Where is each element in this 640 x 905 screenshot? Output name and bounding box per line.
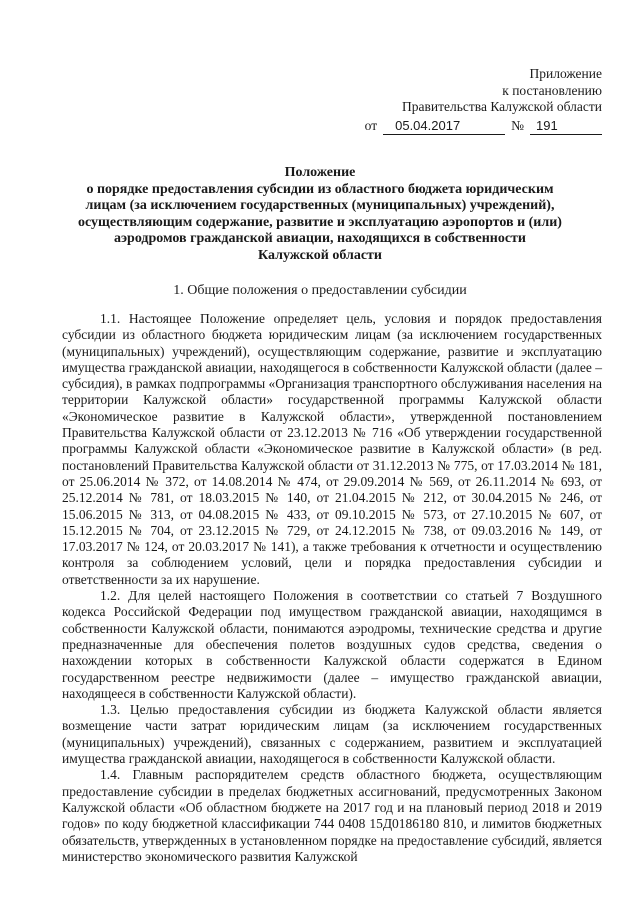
- appendix-label: Приложение: [529, 66, 602, 81]
- appendix-date-number: [365, 118, 602, 136]
- paragraph-1-1: 1.1. Настоящее Положение определяет цель, условия и порядок предоставления субсидии из областного бюджета юридическим лицам (за исключением государственных (муниципальных) учреждений), осуществляющим содержание, развитие и эксплуатацию имущества гражданской авиации, находящегося в собственности Калужской области (далее – субсидия), в рамках подпрограммы «Организация транспортного обслуживания населения на территории Калужской области» государственной программы Калужской области «Экономическое развитие в Калужской области», утвержденной постановлением Правительства Калужской области от 23.12.2013 № 716 «Об утверждении государственной программы Калужской области «Экономическое развитие в Калужской области» (в ред. постановлений Правительства Калужской области от 31.12.2013 № 775, от 17.03.2014 № 181, от 25.06.2014 № 372, от 14.08.2014 № 474, от 29.09.2014 № 569, от 26.11.2014 № 693, от 25.12.2014 № 781, от 18.03.2015 № 140, от 21.04.2015 № 212, от 30.04.2015 № 246, от 15.06.2015 № 313, от 04.08.2015 № 433, от 09.10.2015 № 573, от 27.10.2015 № 607, от 15.12.2015 № 704, от 23.12.2015 № 729, от 24.12.2015 № 738, от 09.03.2016 № 149, от 17.03.2017 № 124, от 20.03.2017 № 141), а также требования к отчетности и осуществлению контроля за соблюдением условий, цели и порядка предоставления субсидии и ответственности за их нарушение.: [62, 311, 602, 587]
- appendix-block: [365, 66, 602, 135]
- title-line-1: о порядке предоставления субсидии из областного бюджета юридическим: [86, 181, 554, 197]
- title-line-3: осуществляющим содержание, развитие и эксплуатацию аэропортов и (или): [78, 214, 562, 230]
- document-number: 191: [530, 118, 602, 136]
- date-prefix: от: [364, 117, 378, 133]
- number-prefix: №: [511, 117, 524, 133]
- paragraph-1-2: 1.2. Для целей настоящего Положения в соответствии со статьей 7 Воздушного кодекса Российской Федерации под имуществом гражданской авиации, находящимся в собственности Калужской области, понимаются аэродромы, технические средства и другие предназначенные для обеспечения полетов воздушных судов средства, сведения о нахождении которых в собственности Калужской области содержатся в Едином государственном реестре недвижимости (далее – имущество гражданской авиации, находящееся в собственности Калужской области).: [62, 588, 602, 701]
- title-line-4: аэродромов гражданской авиации, находящихся в собственности: [113, 231, 526, 246]
- appendix-resolution-ref: к постановлению: [502, 82, 602, 98]
- paragraph-1-4: 1.4. Главным распорядителем средств областного бюджета, осуществляющим предоставление субсидии в пределах бюджетных ассигнований, предусмотренных Законом Калужской области «Об областном бюджете на 2017 год и на плановый период 2018 и 2019 годов» по коду бюджетной классификации 744 0408 15Д0186180 810, и лимитов бюджетных обязательств, утвержденных в установленном порядке на предоставление субсидий, является министерство экономического развития Калужской: [62, 767, 602, 864]
- document-body: [62, 311, 602, 865]
- paragraph-1-3: 1.3. Целью предоставления субсидии из бюджета Калужской области является возмещение части затрат юридическим лицам (за исключением государственных (муниципальных) учреждений), связанных с содержанием, развитием и эксплуатацией имущества гражданской авиации, находящегося в собственности Калужской области.: [62, 702, 602, 767]
- title-heading: Положение: [284, 165, 356, 180]
- document-date: 05.04.2017: [383, 118, 505, 136]
- title-line-2: лицам (за исключением государственных (муниципальных) учреждений),: [85, 198, 555, 213]
- appendix-government: Правительства Калужской области: [401, 99, 602, 114]
- section-heading: 1. Общие положения о предоставлении субсидии: [173, 283, 467, 298]
- document-title: [40, 165, 600, 264]
- title-line-5: Калужской области: [258, 247, 382, 263]
